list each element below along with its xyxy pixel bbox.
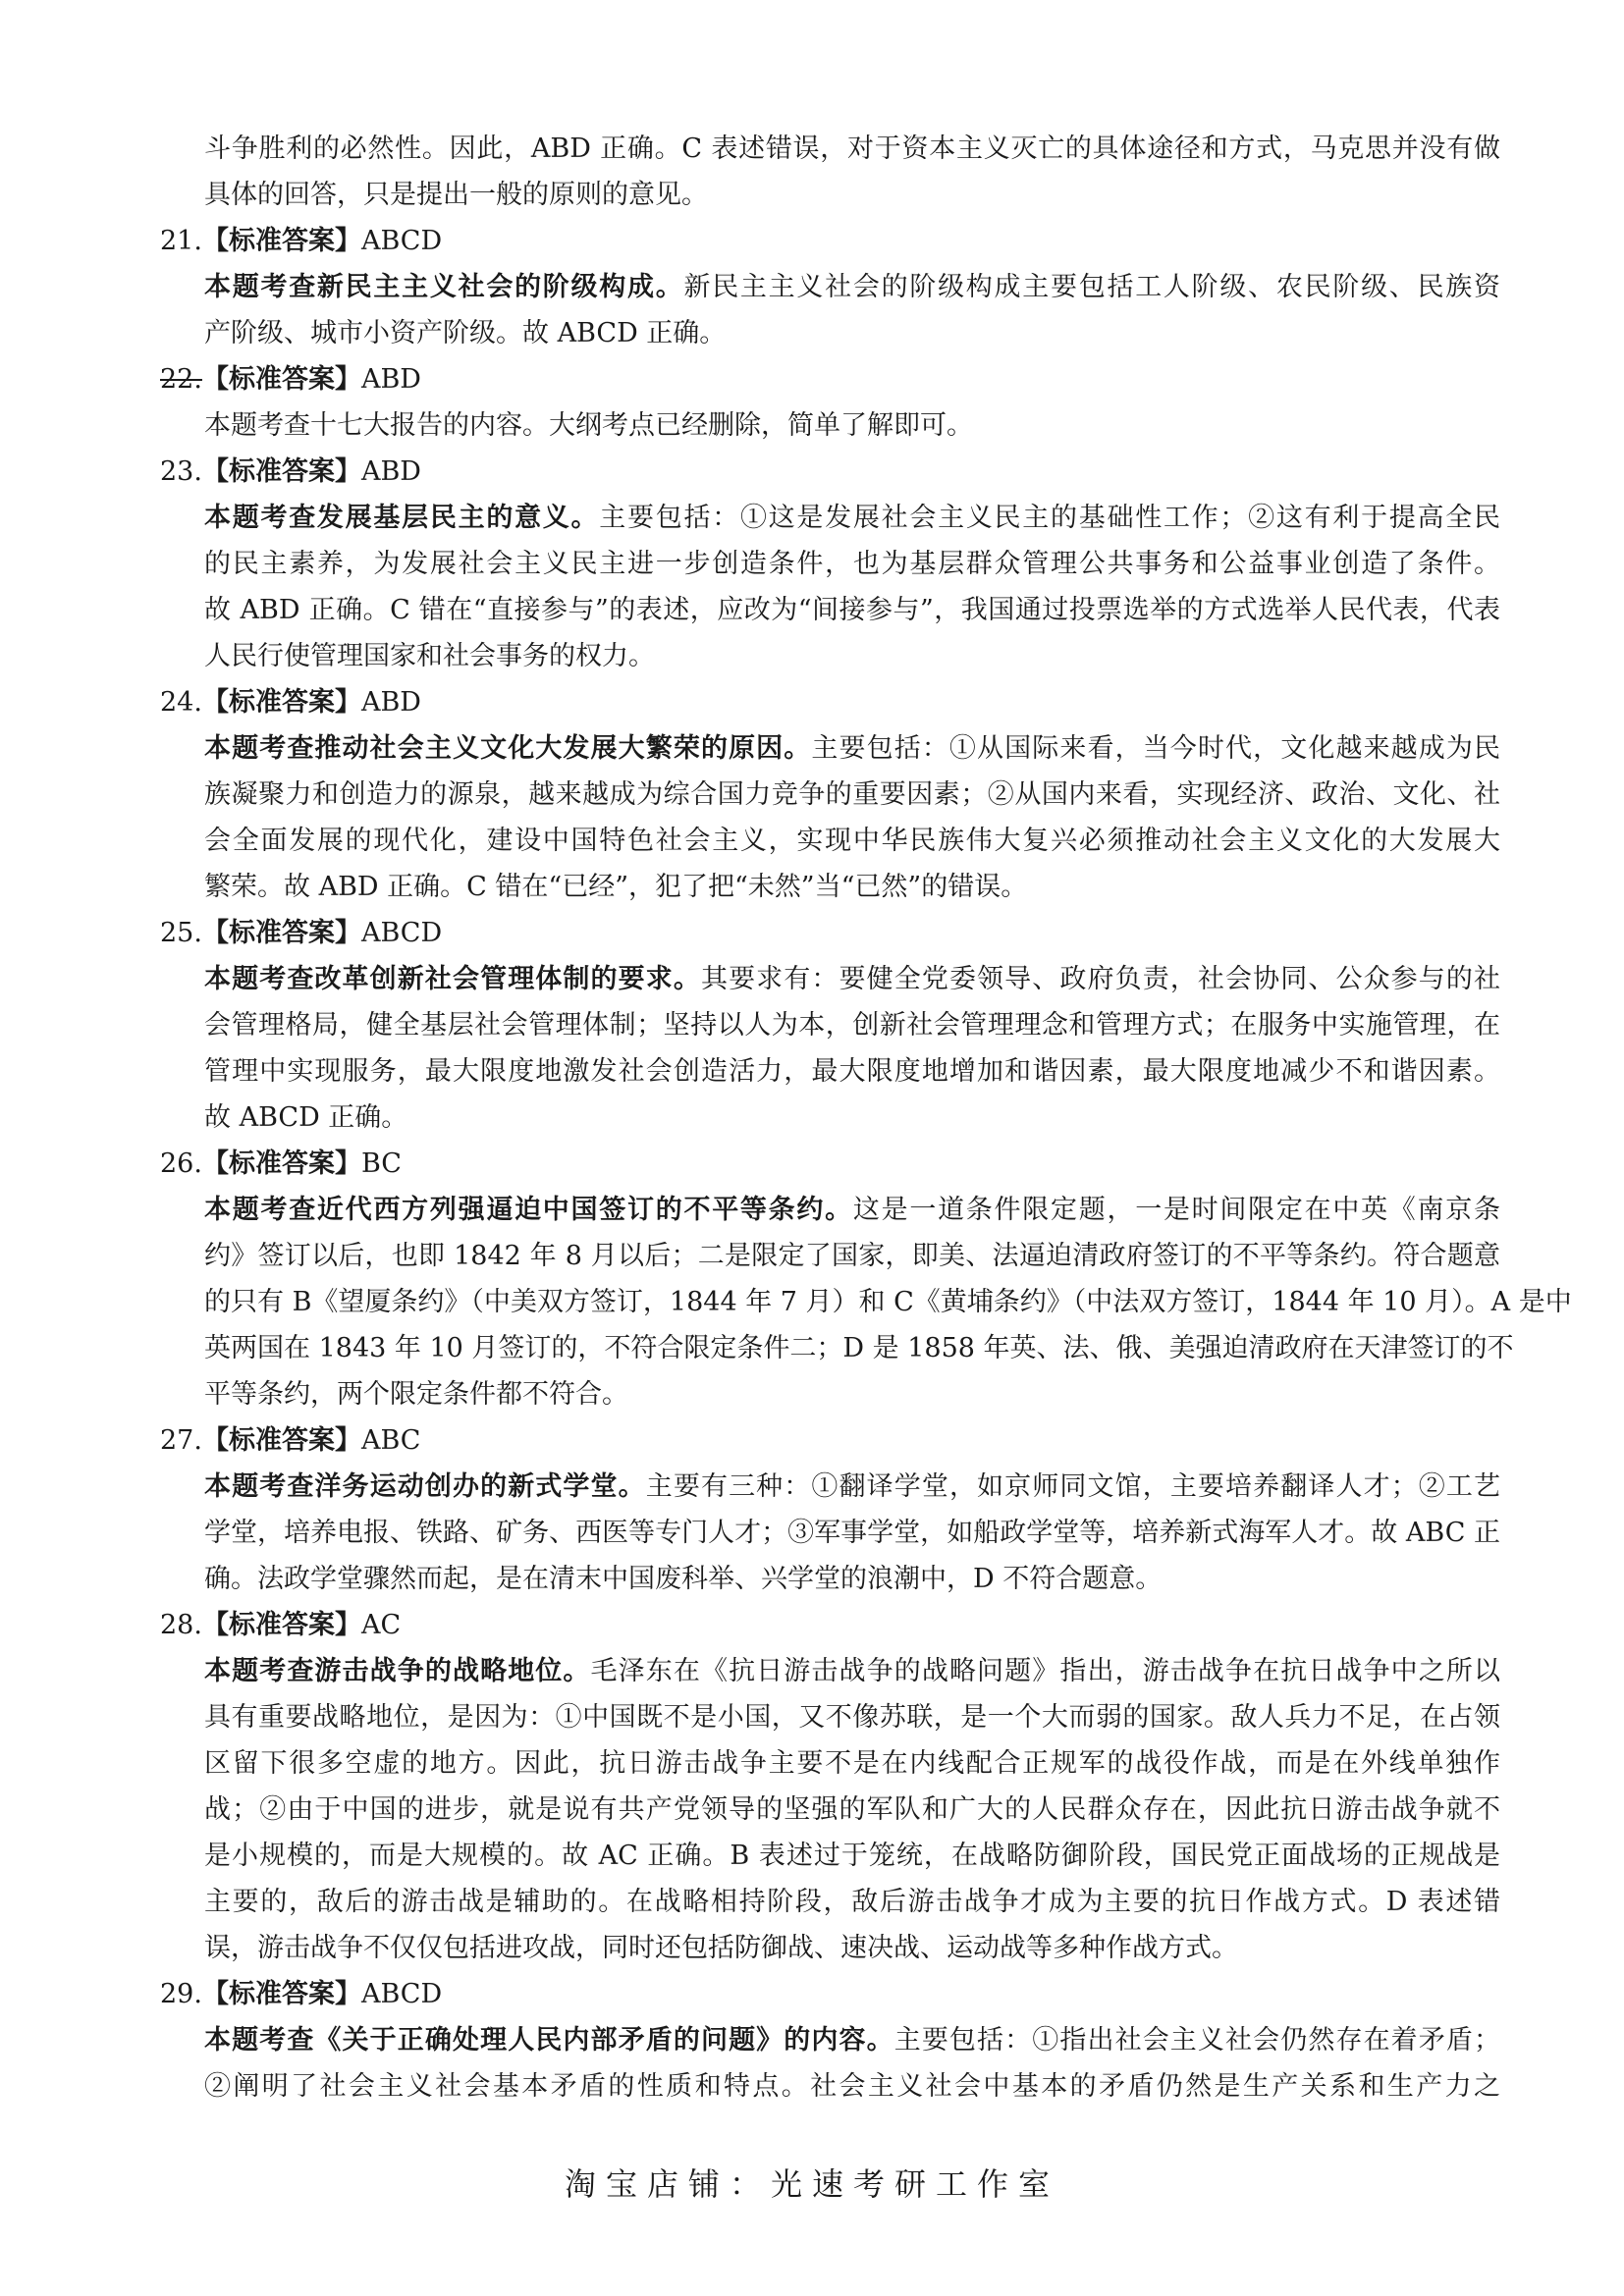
explanation-line: 具有重要战略地位，是因为：①中国既不是小国，又不像苏联，是一个大而弱的国家。敌人兵力不足，在占领 (204, 1702, 1500, 1733)
answer-value: ABCD (360, 918, 443, 948)
question-number: 27. (160, 1425, 202, 1456)
answer-label: 【标准答案】 (201, 226, 361, 256)
explanation-line: 战；②由于中国的进步，就是说有共产党领导的坚强的军队和广大的人民群众存在，因此抗日游击战争就不 (204, 1794, 1500, 1825)
question-number: 21. (160, 226, 202, 256)
explanation-line: 人民行使管理国家和社会事务的权力。 (204, 641, 655, 671)
answer-label: 【标准答案】 (201, 364, 361, 395)
question-heading (160, 910, 1500, 956)
answer-label: 【标准答案】 (201, 687, 361, 718)
explanation-line: 故 ABD 正确。C 错在“直接参与”的表述，应改为“间接参与”，我国通过投票选举的方式选举人民代表，代表 (204, 595, 1500, 625)
explanation-lead: 本题考查发展基层民主的意义。 (204, 503, 600, 533)
answer-value: ABD (360, 364, 421, 395)
answer-label: 【标准答案】 (201, 1425, 361, 1456)
question-number: 28. (160, 1610, 202, 1640)
answer-value: ABC (360, 1425, 421, 1456)
explanation-text: 其要求有：要健全党委领导、政府负责，社会协同、公众参与的社 (700, 964, 1501, 994)
explanation-lead: 本题考查《关于正确处理人民内部矛盾的问题》的内容。 (204, 2025, 894, 2056)
explanation-line: ②阐明了社会主义社会基本矛盾的性质和特点。社会主义社会中基本的矛盾仍然是生产关系和生产力之 (204, 2071, 1500, 2102)
answer-value: BC (360, 1148, 402, 1179)
answer-value: ABCD (360, 1979, 443, 2009)
explanation-line: 误，游击战争不仅仅包括进攻战，同时还包括防御战、速决战、运动战等多种作战方式。 (204, 1933, 1238, 1963)
explanation-line: 会管理格局，健全基层社会管理体制；坚持以人为本，创新社会管理理念和管理方式；在服务中实施管理，在 (204, 1010, 1500, 1041)
answer-value: AC (360, 1610, 402, 1640)
explanation-line: 平等条约，两个限定条件都不符合。 (204, 1379, 628, 1410)
explanation-line: 故 ABCD 正确。 (204, 1102, 408, 1133)
explanation-lead: 本题考查推动社会主义文化大发展大繁荣的原因。 (204, 733, 812, 764)
explanation-lead: 本题考查洋务运动创办的新式学堂。 (204, 1471, 646, 1502)
explanation-lead: 本题考查游击战争的战略地位。 (204, 1656, 591, 1686)
explanation-line (160, 1648, 1500, 1694)
explanation-text: 新民主主义社会的阶级构成主要包括工人阶级、农民阶级、民族资 (683, 272, 1501, 302)
answer-value: ABCD (360, 226, 443, 256)
answer-value: ABD (360, 687, 421, 718)
explanation-lead: 本题考查近代西方列强逼迫中国签订的不平等条约。 (204, 1195, 853, 1225)
question-number: 23. (160, 456, 202, 487)
explanation-line: 约》签订以后，也即 1842 年 8 月以后；二是限定了国家，即美、法逼迫清政府签订的不平等条约。符合题意 (204, 1241, 1500, 1271)
footer-shop-name: 淘宝店铺：光速考研工作室 (564, 2165, 1059, 2203)
explanation-text: 主要包括：①从国际来看，当今时代，文化越来越成为民 (811, 733, 1500, 764)
explanation-line: 学堂，培养电报、铁路、矿务、西医等专门人才；③军事学堂，如船政学堂等，培养新式海军人才。故 ABC 正 (204, 1518, 1500, 1548)
explanation-line: 的只有 B《望厦条约》（中美双方签订，1844 年 7 月）和 C《黄埔条约》（中法双方签订，1844 年 10 月）。A 是中 (204, 1287, 1572, 1317)
explanation-line: 管理中实现服务，最大限度地激发社会创造活力，最大限度地增加和谐因素，最大限度地减少不和谐因素。 (204, 1056, 1500, 1087)
question-number: 25. (160, 918, 202, 948)
explanation-line: 的民主素养，为发展社会主义民主进一步创造条件，也为基层群众管理公共事务和公益事业创造了条件。 (204, 549, 1500, 579)
question-heading (160, 679, 1500, 725)
answer-value: ABD (360, 456, 421, 487)
explanation-lead: 本题考查新民主主义社会的阶级构成。 (204, 272, 684, 302)
question-heading (160, 1417, 1500, 1464)
explanation-text: 主要有三种：①翻译学堂，如京师同文馆，主要培养翻译人才；②工艺 (645, 1471, 1501, 1502)
question-heading (160, 449, 1500, 495)
question-heading (160, 1141, 1500, 1187)
explanation-text: 这是一道条件限定题，一是时间限定在中英《南京条 (852, 1195, 1501, 1225)
explanation-line (160, 1464, 1500, 1510)
question-number: 29. (160, 1979, 202, 2009)
explanation-lead: 本题考查改革创新社会管理体制的要求。 (204, 964, 701, 994)
explanation-line: 英两国在 1843 年 10 月签订的，不符合限定条件二；D 是 1858 年英、法、俄、美强迫清政府在天津签订的不 (204, 1333, 1514, 1363)
question-heading (160, 1971, 1500, 2017)
body-line: 斗争胜利的必然性。因此，ABD 正确。C 表述错误，对于资本主义灭亡的具体途径和方式，马克思并没有做 (204, 133, 1500, 164)
explanation-line: 族凝聚力和创造力的源泉，越来越成为综合国力竞争的重要因素；②从国内来看，实现经济、政治、文化、社 (204, 779, 1500, 810)
answer-label: 【标准答案】 (201, 1148, 361, 1179)
explanation-line: 产阶级、城市小资产阶级。故 ABCD 正确。 (204, 318, 727, 348)
explanation-text: 主要包括：①这是发展社会主义民主的基础性工作；②这有利于提高全民 (599, 503, 1501, 533)
explanation-line (160, 725, 1500, 772)
explanation-line: 主要的，敌后的游击战是辅助的。在战略相持阶段，敌后游击战争才成为主要的抗日作战方式。D 表述错 (204, 1887, 1500, 1917)
question-heading (160, 218, 1500, 264)
answer-explanations (160, 126, 1572, 2109)
question-heading (160, 356, 1500, 402)
explanation-line: 繁荣。故 ABD 正确。C 错在“已经”，犯了把“未然”当“已然”的错误。 (204, 872, 1028, 902)
answer-label: 【标准答案】 (201, 918, 361, 948)
question-number: 26. (160, 1148, 202, 1179)
question-number: 24. (160, 687, 202, 718)
explanation-text: 主要包括：①指出社会主义社会仍然存在着矛盾； (893, 2025, 1501, 2056)
explanation-line (160, 1187, 1500, 1233)
explanation-line (160, 495, 1500, 541)
answer-label: 【标准答案】 (201, 456, 361, 487)
explanation-line: 是小规模的，而是大规模的。故 AC 正确。B 表述过于笼统，在战略防御阶段，国民党正面战场的正规战是 (204, 1841, 1500, 1871)
explanation-text: 毛泽东在《抗日游击战争的战略问题》指出，游击战争在抗日战争中之所以 (590, 1656, 1501, 1686)
question-heading (160, 1602, 1500, 1648)
explanation-line: 区留下很多空虚的地方。因此，抗日游击战争主要不是在内线配合正规军的战役作战，而是在外线单独作 (204, 1748, 1500, 1779)
body-line: 具体的回答，只是提出一般的原则的意见。 (204, 180, 708, 210)
explanation-line: 确。法政学堂骤然而起，是在清末中国废科举、兴学堂的浪潮中，D 不符合题意。 (204, 1564, 1163, 1594)
explanation-line (160, 956, 1500, 1002)
answer-label: 【标准答案】 (201, 1979, 361, 2009)
explanation-line: 会全面发展的现代化，建设中国特色社会主义，实现中华民族伟大复兴必须推动社会主义文化的大发展大 (204, 826, 1500, 856)
question-number: 22. (160, 364, 202, 395)
explanation-line: 本题考查十七大报告的内容。大纲考点已经删除，简单了解即可。 (204, 410, 973, 441)
explanation-line (160, 264, 1500, 310)
explanation-line (160, 2017, 1500, 2063)
answer-label: 【标准答案】 (201, 1610, 361, 1640)
